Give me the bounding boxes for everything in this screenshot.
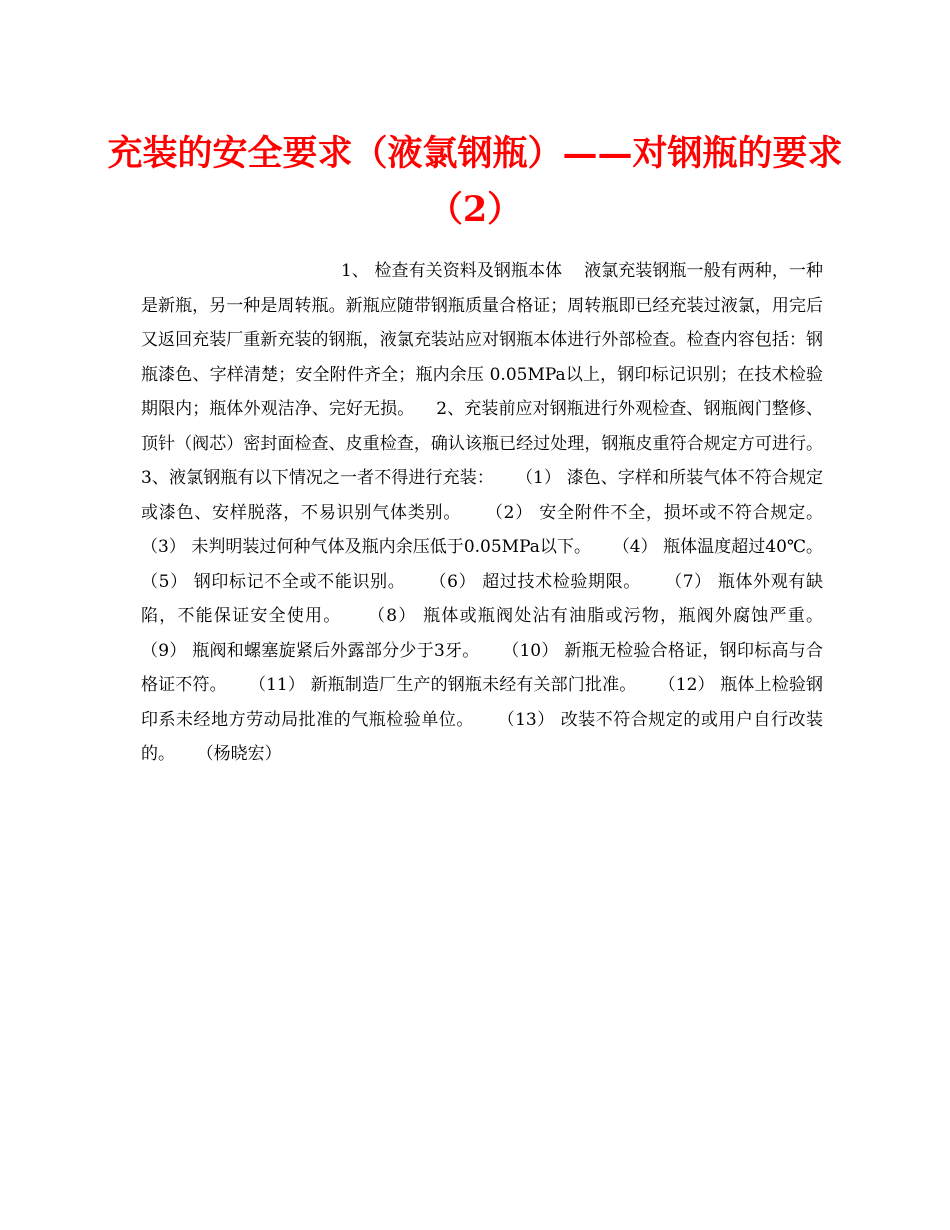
document-title: 充装的安全要求（液氯钢瓶）——对钢瓶的要求（2） — [107, 133, 843, 230]
document-body: 1、 检查有关资料及钢瓶本体 液氯充装钢瓶一般有两种，一种是新瓶，另一种是周转瓶。新瓶应随带钢瓶质量合格证；周转瓶即已经充装过液氯，用完后又返回充装厂重新充装的钢瓶，液氯充装站应对钢瓶本体进行外部检查。检查内容包括：钢瓶漆色、字样清楚；安全附件齐全；瓶内余压 0.05MPa以上，钢印标记识别；在技术检验期限内；瓶体外观洁净、完好无损。 2、充装前应对钢瓶进行外观检查、钢瓶阀门整修、顶针（阀芯）密封面检查、皮重检查，确认该瓶已经过处理，钢瓶皮重符合规定方可进行。 3、液氯钢瓶有以下情况之一者不得进行充装： （1） 漆色、字样和所装气体不符合规定或漆色、安样脱落，不易识别气体类别。 （2） 安全附件不全，损坏或不符合规定。 （3） 未判明装过何种气体及瓶内余压低于0.05MPa以下。 （4） 瓶体温度超过40℃。 （5） 钢印标记不全或不能识别。 （6） 超过技术检验期限。 （7） 瓶体外观有缺陷，不能保证安全使用。 （8） 瓶体或瓶阀处沾有油脂或污物，瓶阀外腐蚀严重。 （9） 瓶阀和螺塞旋紧后外露部分少于3牙。 （10） 新瓶无检验合格证，钢印标高与合格证不符。 （11） 新瓶制造厂生产的钢瓶未经有关部门批准。 （12） 瓶体上检验钢印系未经地方劳动局批准的气瓶检验单位。 （13） 改装不符合规定的或用户自行改装的。 （杨晓宏） — [141, 261, 845, 764]
